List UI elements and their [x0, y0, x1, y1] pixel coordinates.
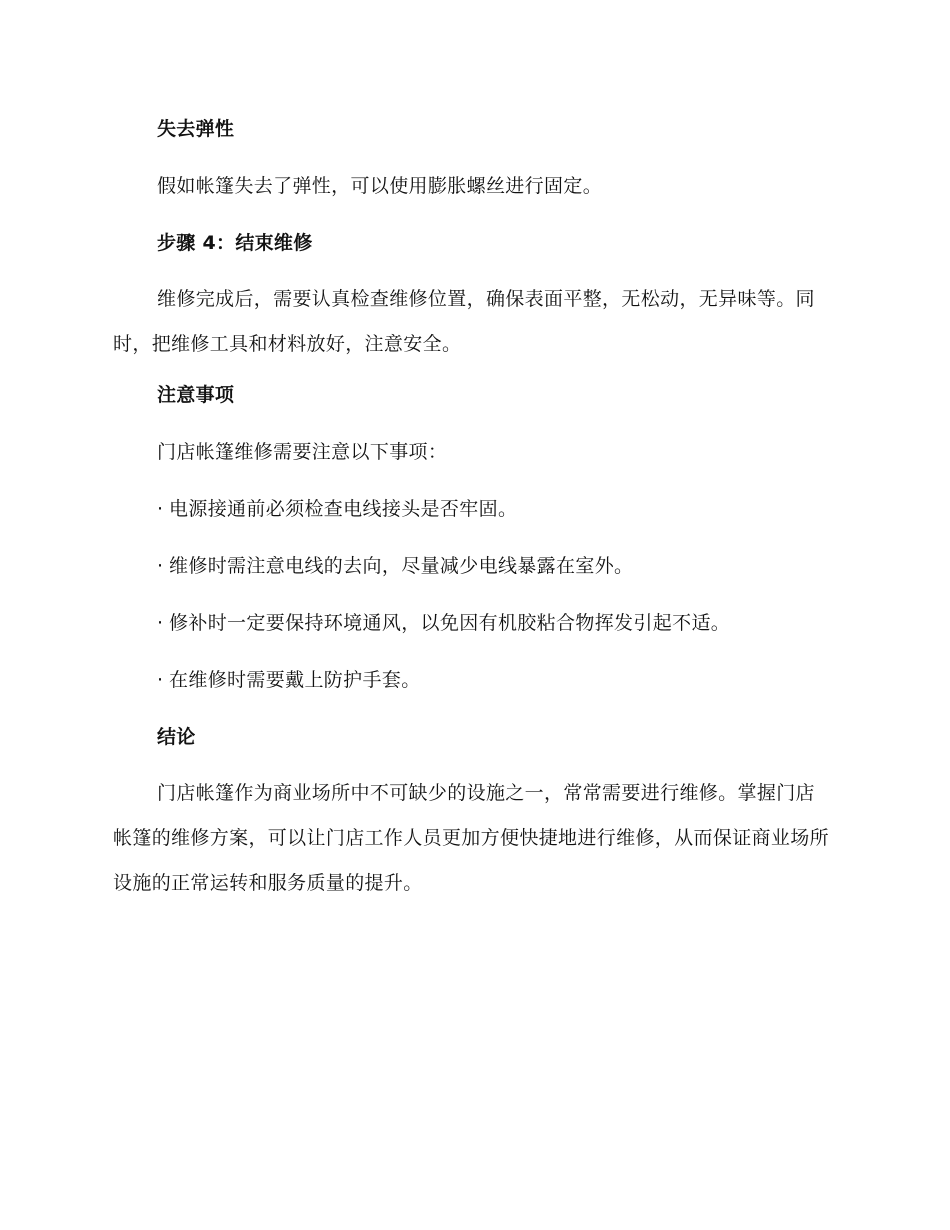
list-item-text: 在维修时需要戴上防护手套。	[169, 669, 421, 691]
list-item-text: 修补时一定要保持环境通风，以免因有机胶粘合物挥发引起不适。	[169, 612, 731, 634]
paragraph-step4: 维修完成后，需要认真检查维修位置，确保表面平整，无松动，无异味等。同时，把维修工具和材料放好，注意安全。	[113, 288, 815, 355]
heading-step4: 步骤 4：结束维修	[157, 232, 313, 254]
heading-elasticity: 失去弹性	[157, 118, 235, 140]
paragraph-conclusion: 门店帐篷作为商业场所中不可缺少的设施之一，常常需要进行维修。掌握门店帐篷的维修方案，可以让门店工作人员更加方便快捷地进行维修，从而保证商业场所设施的正常运转和服务质量的提升。	[113, 782, 829, 894]
paragraph-notes-intro: 门店帐篷维修需要注意以下事项：	[157, 441, 448, 463]
bullet-mark: ·	[157, 669, 164, 691]
document-body	[113, 112, 833, 917]
heading-conclusion: 结论	[157, 726, 196, 748]
list-item	[157, 492, 833, 526]
bullet-mark: ·	[157, 555, 164, 577]
bullet-mark: ·	[157, 612, 164, 634]
bullet-mark: ·	[157, 498, 164, 520]
list-item	[157, 606, 833, 640]
list-item-text: 维修时需注意电线的去向，尽量减少电线暴露在室外。	[169, 555, 634, 577]
paragraph-elasticity: 假如帐篷失去了弹性，可以使用膨胀螺丝进行固定。	[157, 175, 603, 197]
list-item	[157, 663, 833, 697]
list-item	[157, 549, 833, 583]
list-item-text: 电源接通前必须检查电线接头是否牢固。	[169, 498, 518, 520]
heading-notes: 注意事项	[157, 384, 235, 406]
